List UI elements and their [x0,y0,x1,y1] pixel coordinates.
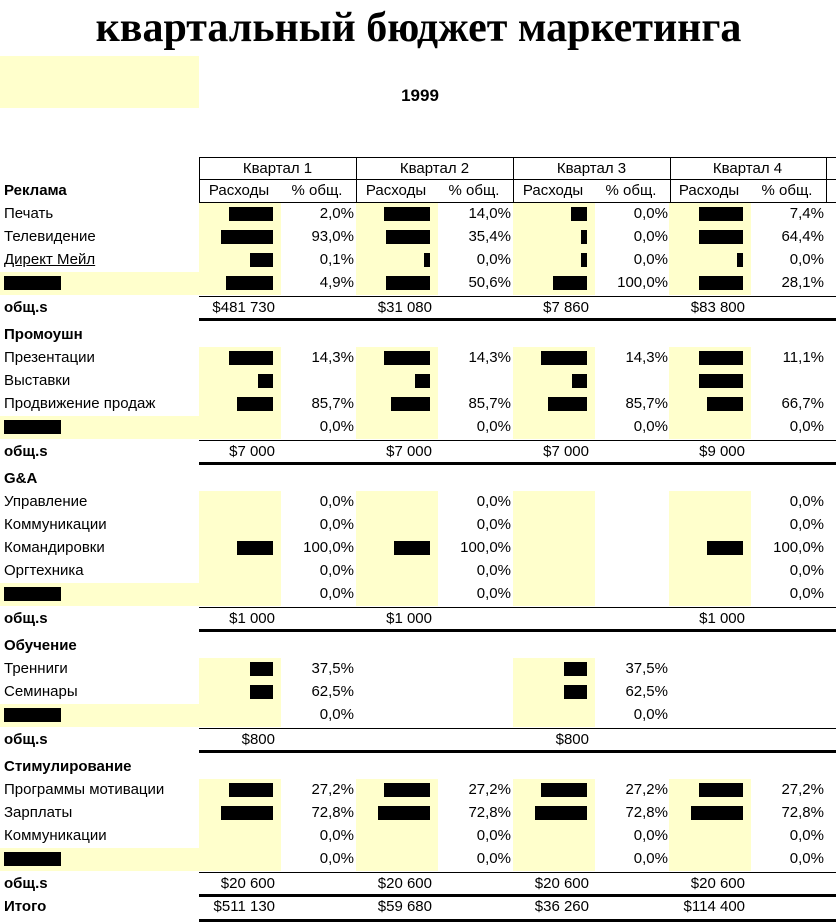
section-title: Обучение [4,637,77,654]
row-label: Командировки [4,539,105,556]
percent-header: % общ. [448,182,500,199]
expenses-header: Расходы [208,182,270,199]
percent-value: 7,4% [789,205,824,222]
row-label: Директ Мейл [4,251,96,268]
percent-value: 0,0% [633,850,668,867]
percent-value: 0,0% [476,850,511,867]
expense-bar [548,397,587,411]
year-label: 1999 [401,86,439,105]
expense-bar [699,207,743,221]
expense-bar [699,276,743,290]
percent-value: 100,0% [617,274,668,291]
expense-bar [699,351,743,365]
section-title: Стимулирование [4,758,132,775]
percent-value: 0,0% [476,827,511,844]
totals-label: общ.s [4,875,48,892]
expense-bar [571,207,587,221]
total-value: $31 080 [377,299,432,316]
percent-value: 100,0% [460,539,511,556]
percent-value: 14,3% [311,349,354,366]
grand-total-value: $114 400 [683,898,745,915]
percent-value: 50,6% [468,274,511,291]
percent-value: 4,9% [319,274,354,291]
expense-bar [384,207,430,221]
total-value: $800 [555,731,589,748]
percent-value: 0,0% [319,493,354,510]
row-label: Продвижение продаж [4,395,156,412]
percent-value: 0,0% [319,516,354,533]
redacted-label-bar [4,420,61,434]
row-label: Семинары [4,683,78,700]
percent-value: 85,7% [625,395,668,412]
expense-bar [541,783,587,797]
total-value: $83 800 [690,299,745,316]
totals-bottom-border [199,629,836,632]
expense-bar [237,397,273,411]
percent-value: 66,7% [781,395,824,412]
expense-bar [221,806,273,820]
quarter-header: Квартал 3 [556,160,627,177]
total-value: $7 000 [386,443,432,460]
expense-bar [572,374,587,388]
total-value: $20 600 [220,875,275,892]
row-label: Управление [4,493,88,510]
row-label: Коммуникации [4,516,107,533]
expense-bar [535,806,587,820]
percent-value: 14,3% [468,349,511,366]
quarter-header: Квартал 1 [242,160,313,177]
expense-bar [226,276,273,290]
expense-bar [250,685,273,699]
row-label: Коммуникации [4,827,107,844]
row-label: Оргтехника [4,562,84,579]
expense-bar [564,662,587,676]
totals-label: общ.s [4,443,48,460]
expense-bar [258,374,273,388]
expense-bar [386,230,430,244]
percent-value: 37,5% [311,660,354,677]
page-title: квартальный бюджет маркетинга [95,5,742,51]
expense-bar [378,806,430,820]
percent-value: 72,8% [781,804,824,821]
percent-value: 0,0% [633,706,668,723]
percent-value: 0,0% [789,827,824,844]
row-label: Печать [4,205,54,222]
total-value: $20 600 [377,875,432,892]
expense-bar [229,351,273,365]
total-value: $481 730 [212,299,275,316]
percent-value: 0,0% [319,827,354,844]
percent-value: 0,0% [319,706,354,723]
grand-total-value: $59 680 [377,898,432,915]
percent-value: 0,0% [789,585,824,602]
percent-value: 0,0% [789,493,824,510]
percent-value: 0,0% [633,228,668,245]
percent-header: % общ. [605,182,657,199]
expense-bar [737,253,743,267]
expense-bar [707,397,743,411]
total-value: $7 000 [229,443,275,460]
percent-value: 85,7% [468,395,511,412]
redacted-label-bar [4,276,61,290]
expenses-header: Расходы [365,182,427,199]
percent-value: 0,0% [633,827,668,844]
expense-bar [221,230,273,244]
percent-value: 72,8% [468,804,511,821]
total-value: $20 600 [690,875,745,892]
grand-total-value: $36 260 [534,898,589,915]
expense-bar [237,541,273,555]
row-label: Программы мотивации [4,781,165,798]
expenses-header: Расходы [522,182,584,199]
percent-value: 0,0% [476,418,511,435]
percent-value: 64,4% [781,228,824,245]
percent-header: % общ. [291,182,343,199]
expense-bar [415,374,430,388]
percent-value: 27,2% [311,781,354,798]
expense-bar [250,662,273,676]
total-value: $7 000 [543,443,589,460]
section-title: G&A [4,470,38,487]
row-label: Презентации [4,349,95,366]
total-value: $800 [241,731,275,748]
totals-label: общ.s [4,731,48,748]
expense-bar [564,685,587,699]
percent-value: 0,0% [476,493,511,510]
redacted-label-bar [4,587,61,601]
totals-bottom-border [199,462,836,465]
percent-value: 62,5% [311,683,354,700]
percent-value: 0,0% [789,562,824,579]
percent-value: 27,2% [781,781,824,798]
grand-total-value: $511 130 [213,898,275,915]
percent-value: 27,2% [468,781,511,798]
section-title: Реклама [4,182,67,199]
row-label: Тренниги [4,660,68,677]
section-title: Промоушн [4,326,83,343]
percent-value: 14,3% [625,349,668,366]
percent-value: 0,0% [319,562,354,579]
expense-column-shade [513,491,595,606]
percent-value: 0,0% [789,251,824,268]
total-value: $20 600 [534,875,589,892]
percent-value: 11,1% [782,349,824,366]
grand-total-label: Итого [4,898,47,915]
total-value: $1 000 [699,610,745,627]
row-label: Выставки [4,372,71,389]
expense-bar [699,230,743,244]
percent-value: 0,0% [476,585,511,602]
percent-value: 72,8% [311,804,354,821]
expense-bar [699,783,743,797]
expense-bar [581,253,587,267]
expense-bar [581,230,587,244]
redacted-label-bar [4,708,61,722]
expense-bar [424,253,430,267]
expense-bar [699,374,743,388]
percent-header: % общ. [761,182,813,199]
quarter-header: Квартал 2 [399,160,470,177]
quarter-header: Квартал 4 [712,160,783,177]
expense-bar [384,783,430,797]
expense-bar [707,541,743,555]
expenses-header: Расходы [678,182,740,199]
totals-bottom-border [199,318,836,321]
percent-value: 0,0% [476,562,511,579]
expense-bar [391,397,430,411]
total-value: $1 000 [229,610,275,627]
percent-value: 93,0% [311,228,354,245]
expense-bar [541,351,587,365]
percent-value: 0,0% [319,585,354,602]
percent-value: 85,7% [311,395,354,412]
expense-bar [386,276,430,290]
percent-value: 0,0% [319,850,354,867]
expense-bar [553,276,587,290]
expense-bar [394,541,430,555]
percent-value: 0,0% [633,251,668,268]
expense-bar [384,351,430,365]
percent-value: 27,2% [625,781,668,798]
percent-value: 0,0% [476,251,511,268]
totals-label: общ.s [4,610,48,627]
total-value: $7 860 [543,299,589,316]
expense-bar [691,806,743,820]
total-value: $1 000 [386,610,432,627]
percent-value: 2,0% [319,205,354,222]
percent-value: 0,0% [789,850,824,867]
percent-value: 0,0% [319,418,354,435]
percent-value: 35,4% [468,228,511,245]
percent-value: 0,0% [633,418,668,435]
percent-value: 72,8% [625,804,668,821]
percent-value: 100,0% [303,539,354,556]
percent-value: 0,0% [633,205,668,222]
percent-value: 0,0% [789,418,824,435]
total-value: $9 000 [699,443,745,460]
redacted-label-bar [4,852,61,866]
expense-bar [229,207,273,221]
percent-value: 0,1% [319,251,354,268]
expense-bar [229,783,273,797]
totals-label: общ.s [4,299,48,316]
percent-value: 14,0% [468,205,511,222]
percent-value: 100,0% [773,539,824,556]
percent-value: 28,1% [781,274,824,291]
expense-bar [250,253,273,267]
row-label: Зарплаты [4,804,73,821]
totals-bottom-border [199,750,836,753]
row-label: Телевидение [4,228,96,245]
percent-value: 62,5% [625,683,668,700]
percent-value: 0,0% [476,516,511,533]
percent-value: 37,5% [625,660,668,677]
percent-value: 0,0% [789,516,824,533]
